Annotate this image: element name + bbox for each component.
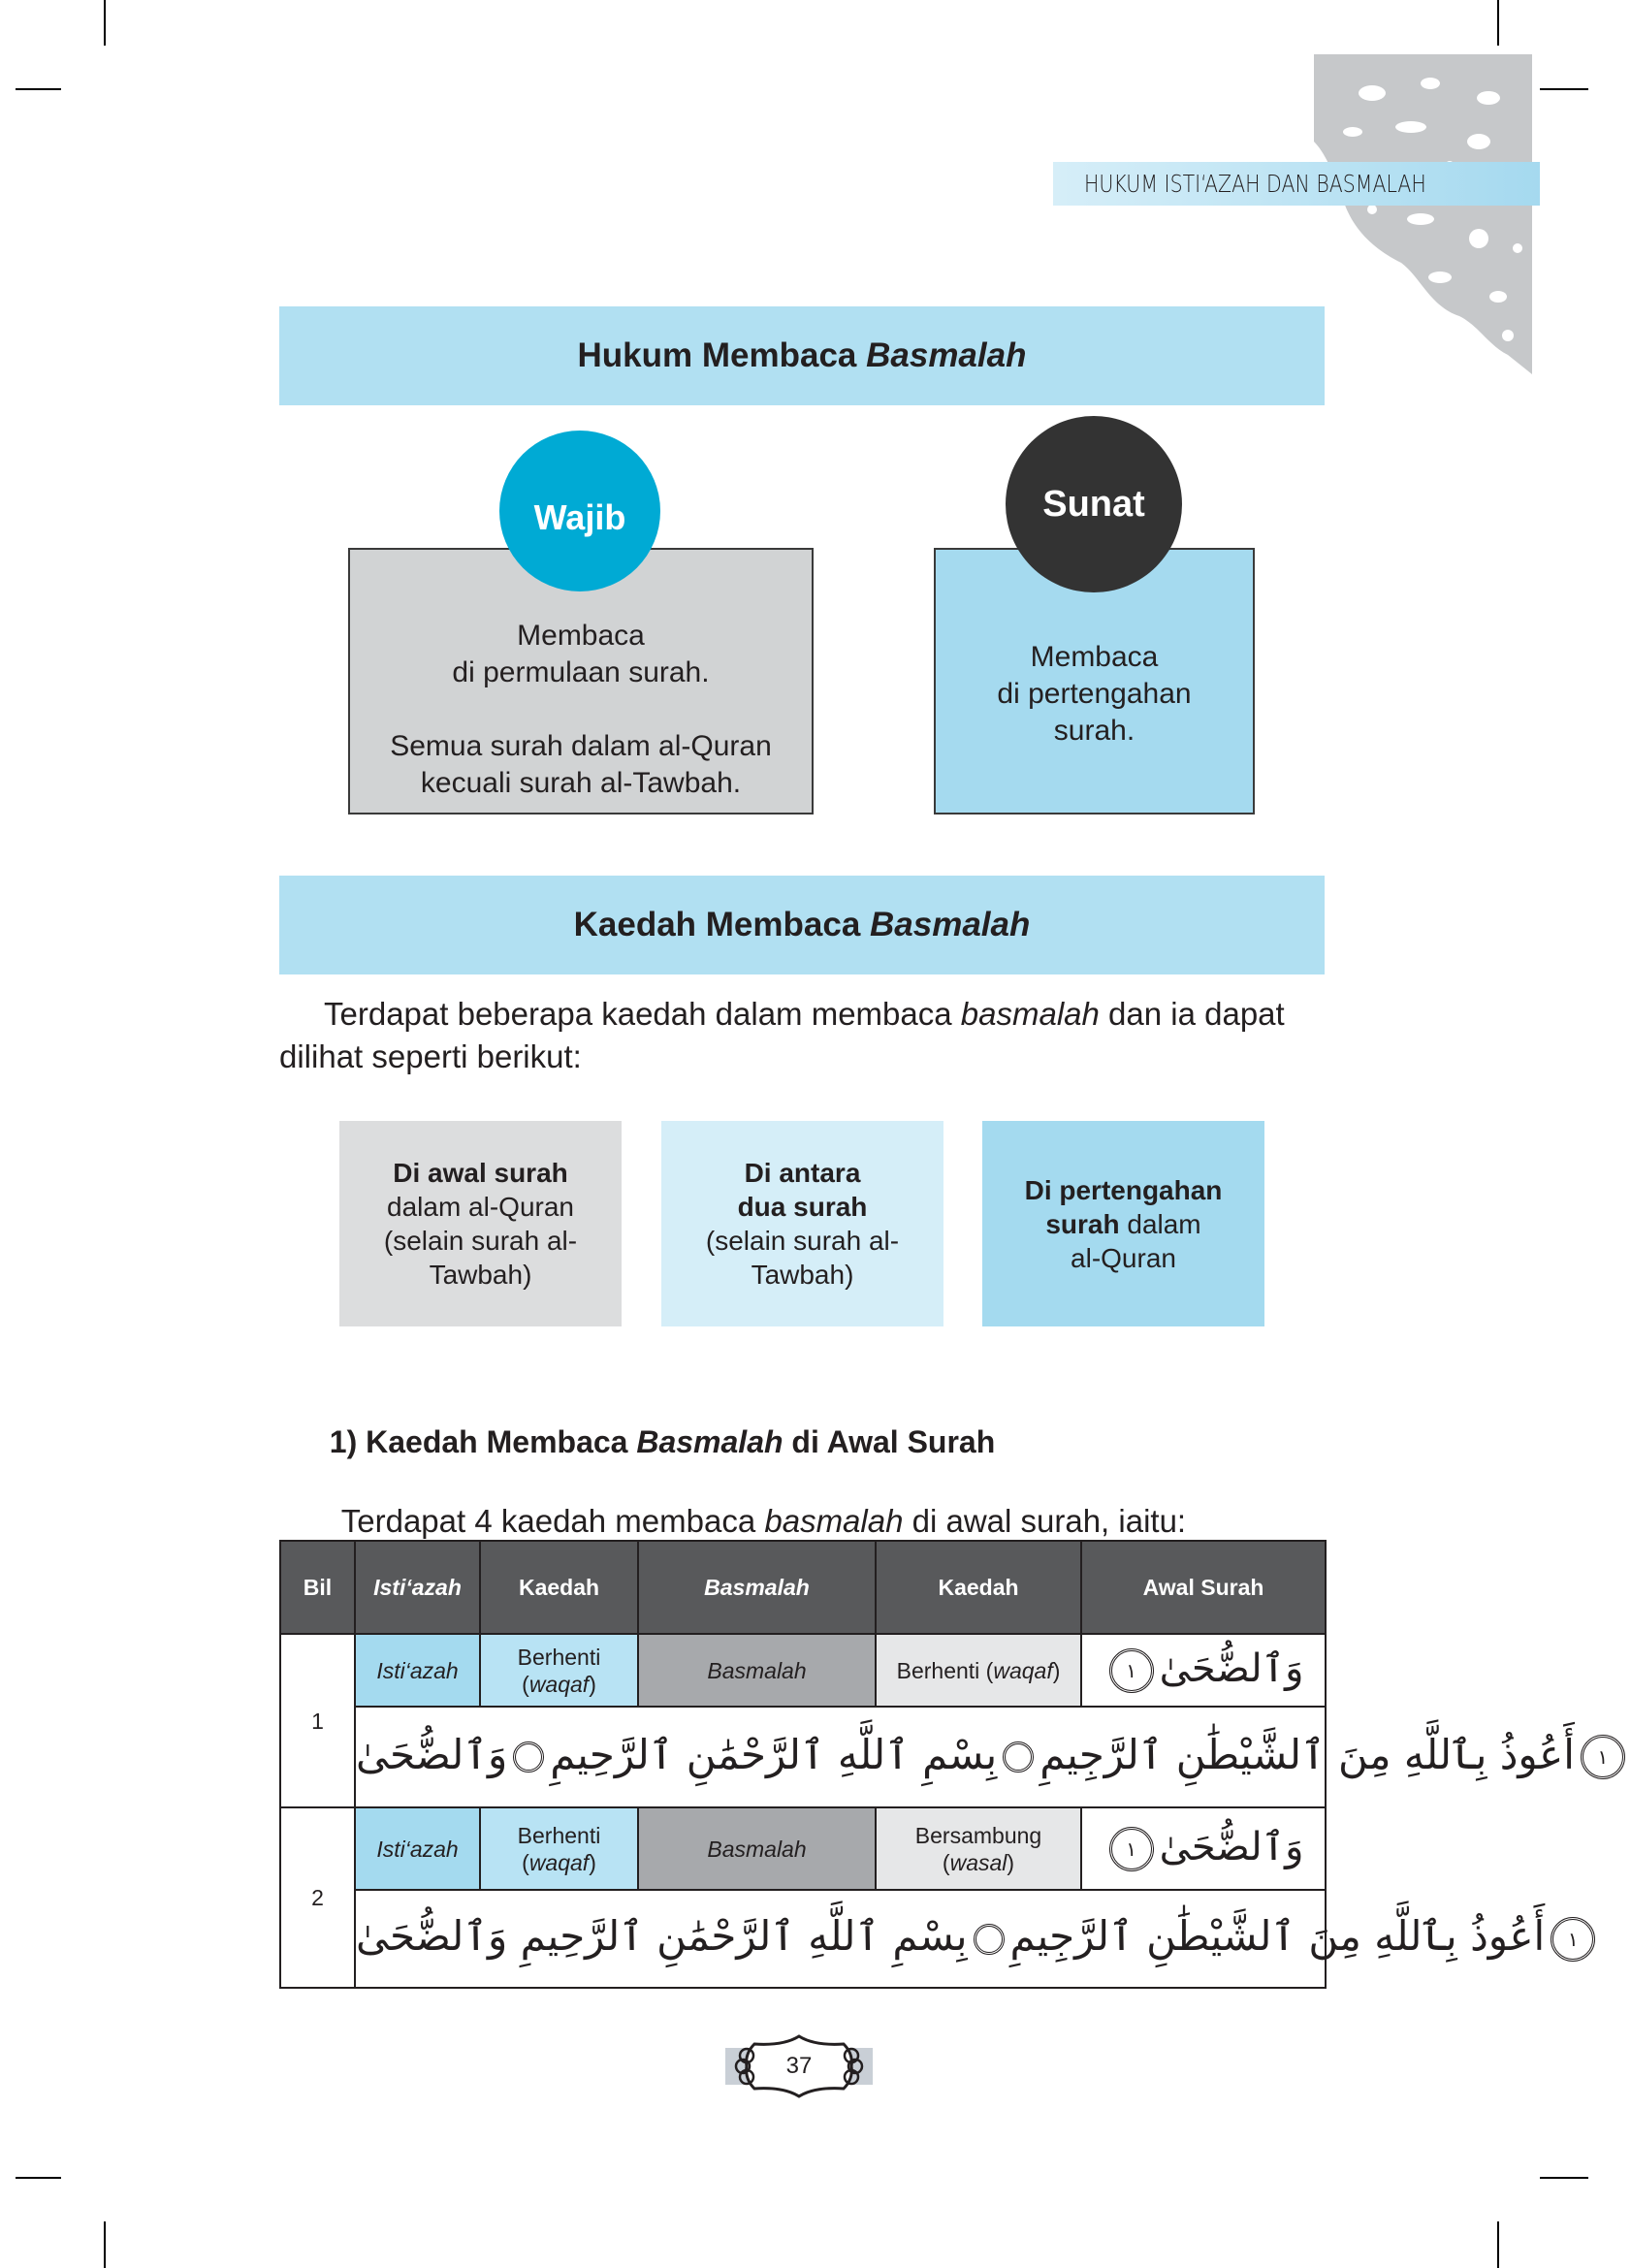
cell-text: Berhenti (	[896, 1657, 994, 1683]
method-box-line: Tawbah)	[429, 1260, 532, 1290]
cell-kaedah-line: Berhenti	[517, 1644, 601, 1670]
cell-awal-surah	[1081, 1634, 1326, 1707]
table-row-recitation	[280, 1707, 1326, 1807]
row-number: 2	[280, 1807, 355, 1988]
cell-kaedah-italic: waqaf	[528, 1671, 590, 1697]
cell-awal-surah	[1081, 1807, 1326, 1890]
wajib-line: kecuali surah al-Tawbah.	[420, 767, 742, 799]
sunat-line: surah.	[1053, 715, 1135, 747]
arabic-text: وَٱلضُّحَىٰ	[1159, 1645, 1304, 1691]
section-header-kaedah	[279, 876, 1325, 974]
subsection-title-end: di Awal Surah	[783, 1424, 996, 1459]
cell-kaedah-italic: waqaf	[528, 1849, 590, 1875]
arabic-basmalah: بِسْمِ ٱللَّهِ ٱلرَّحْمَٰنِ ٱلرَّحِيمِ	[550, 1730, 998, 1778]
subsection-intro	[324, 1457, 1186, 1543]
arabic-surah: وَٱلضُّحَىٰ	[356, 1730, 508, 1778]
arabic-istiazah: أَعُوذُ بِٱللَّهِ مِنَ ٱلشَّيْطَٰنِ ٱلرَّجِيمِ	[1039, 1730, 1575, 1778]
cell-kaedah-line: (waqaf)	[522, 1849, 596, 1875]
cell-kaedah	[480, 1634, 638, 1707]
wajib-line: Membaca	[517, 620, 645, 652]
intro-text: Terdapat 4 kaedah membaca	[340, 1503, 765, 1539]
cell-text: )	[1052, 1657, 1061, 1683]
method-box-awal-surah	[339, 1121, 622, 1326]
sunat-label: Sunat	[1042, 483, 1145, 525]
ayah-end-marker-icon: ١	[1109, 1827, 1154, 1871]
cell-kaedah-line: Berhenti	[517, 1822, 601, 1848]
ayah-marker-icon	[1003, 1741, 1034, 1773]
table-row	[280, 1807, 1326, 1890]
crop-mark-bottom-right-v	[1497, 2221, 1499, 2268]
crop-mark-top-right-h	[1540, 88, 1588, 90]
cell-basmalah: Basmalah	[638, 1634, 876, 1707]
wajib-circle	[499, 431, 660, 591]
header-kaedah: Kaedah	[480, 1541, 638, 1634]
arabic-istiazah: أَعُوذُ بِٱللَّهِ مِنَ ٱلشَّيْطَٰنِ ٱلرَّجِيمِ	[1009, 1912, 1546, 1960]
header-kaedah-2: Kaedah	[876, 1541, 1081, 1634]
crop-mark-bottom-right-h	[1540, 2177, 1588, 2179]
decorative-ornament-icon	[1314, 54, 1532, 374]
running-head-text: HUKUM ISTI‘AZAH DAN BASMALAH	[1084, 170, 1426, 198]
method-box-mixed	[1025, 1207, 1223, 1241]
method-box-bold: Di awal surah	[393, 1158, 568, 1188]
cell-istiazah: Isti‘azah	[355, 1634, 480, 1707]
table-row-recitation	[280, 1890, 1326, 1988]
cell-basmalah: Basmalah	[638, 1807, 876, 1890]
section-title-italic: Basmalah	[866, 336, 1027, 374]
basmalah-methods-table	[279, 1540, 1609, 1989]
intro-italic: basmalah	[764, 1503, 904, 1539]
method-box-antara-surah	[661, 1121, 943, 1326]
method-box-text: dalam	[1119, 1208, 1201, 1239]
section-title-italic: Basmalah	[870, 906, 1031, 943]
table-row	[280, 1634, 1326, 1707]
method-box-pertengahan-surah	[982, 1121, 1264, 1326]
method-box-bold: surah	[1045, 1208, 1120, 1239]
method-box-line: dalam al-Quran	[387, 1192, 574, 1222]
cell-istiazah: Isti‘azah	[355, 1807, 480, 1890]
header-basmalah-text: Basmalah	[704, 1574, 810, 1600]
crop-mark-bottom-left-v	[104, 2221, 106, 2268]
method-box-bold: Di antara	[744, 1158, 861, 1188]
crop-mark-bottom-left-h	[16, 2177, 61, 2179]
section-title-plain: Hukum Membaca	[577, 336, 867, 374]
header-bil: Bil	[280, 1541, 355, 1634]
sunat-line: di pertengahan	[997, 678, 1192, 710]
subsection-number: 1)	[329, 1424, 367, 1459]
page-number: 37	[785, 2053, 813, 2079]
sunat-circle	[1006, 416, 1182, 592]
ayah-marker-icon	[513, 1741, 544, 1773]
kaedah-intro-paragraph	[279, 993, 1327, 1078]
wajib-line: di permulaan surah.	[452, 656, 710, 688]
header-awal-surah: Awal Surah	[1081, 1541, 1326, 1634]
subsection-heading	[312, 1389, 995, 1460]
header-istiazah	[355, 1541, 480, 1634]
crop-mark-top-left-h	[16, 88, 61, 90]
header-basmalah	[638, 1541, 876, 1634]
section-title-plain: Kaedah Membaca	[573, 906, 871, 943]
wajib-line: Semua surah dalam al-Quran	[390, 730, 772, 762]
cell-italic: wasal	[949, 1849, 1007, 1875]
cell-recitation	[355, 1707, 1609, 1807]
arabic-basmalah-surah: بِسْمِ ٱللَّهِ ٱلرَّحْمَٰنِ ٱلرَّحِيمِ وَٱلضُّحَىٰ	[356, 1912, 968, 1960]
method-box-line: al-Quran	[1071, 1242, 1176, 1273]
page-number-badge	[725, 2034, 873, 2098]
cell-italic: waqaf	[993, 1657, 1053, 1683]
section-header-hukum	[279, 306, 1325, 405]
crop-mark-top-left-v	[104, 0, 106, 46]
arabic-text: وَٱلضُّحَىٰ	[1159, 1824, 1304, 1869]
cell-kaedah-line: (waqaf)	[522, 1671, 596, 1697]
wajib-spacer	[350, 691, 812, 728]
method-box-line: (selain surah al-	[383, 1226, 578, 1256]
ayah-end-marker-icon: ١	[1551, 1917, 1595, 1962]
table-header-row	[280, 1541, 1326, 1634]
method-box-line: Tawbah)	[751, 1260, 854, 1290]
intro-text: dan ia dapat	[1099, 996, 1285, 1032]
crop-mark-top-right-v	[1497, 0, 1499, 46]
subsection-title: Kaedah Membaca	[366, 1424, 637, 1459]
header-istiazah-text: Isti‘azah	[373, 1574, 462, 1600]
cell-kaedah-2	[876, 1634, 1081, 1707]
cell-kaedah-2	[876, 1807, 1081, 1890]
kaedah-intro-line1	[279, 993, 1327, 1036]
cell-kaedah-line: (wasal)	[942, 1849, 1015, 1875]
method-box-bold: Di pertengahan	[1024, 1174, 1223, 1205]
ayah-marker-icon	[974, 1924, 1005, 1955]
method-box-line: (selain surah al-	[705, 1226, 900, 1256]
sunat-line: Membaca	[1030, 641, 1159, 673]
wajib-label: Wajib	[533, 497, 626, 537]
running-head	[1053, 162, 1540, 206]
cell-kaedah-line: Bersambung	[914, 1822, 1042, 1848]
kaedah-intro-line2: dilihat seperti berikut:	[279, 1038, 582, 1074]
intro-text: Terdapat beberapa kaedah dalam membaca	[324, 996, 961, 1032]
subsection-title-italic: Basmalah	[636, 1424, 784, 1459]
ayah-end-marker-icon: ١	[1581, 1735, 1625, 1779]
ayah-end-marker-icon: ١	[1109, 1648, 1154, 1693]
method-box-bold: dua surah	[737, 1192, 868, 1222]
cell-recitation	[355, 1890, 1579, 1988]
intro-text: di awal surah, iaitu:	[903, 1503, 1187, 1539]
intro-italic: basmalah	[960, 996, 1100, 1032]
row-number: 1	[280, 1634, 355, 1807]
cell-kaedah	[480, 1807, 638, 1890]
